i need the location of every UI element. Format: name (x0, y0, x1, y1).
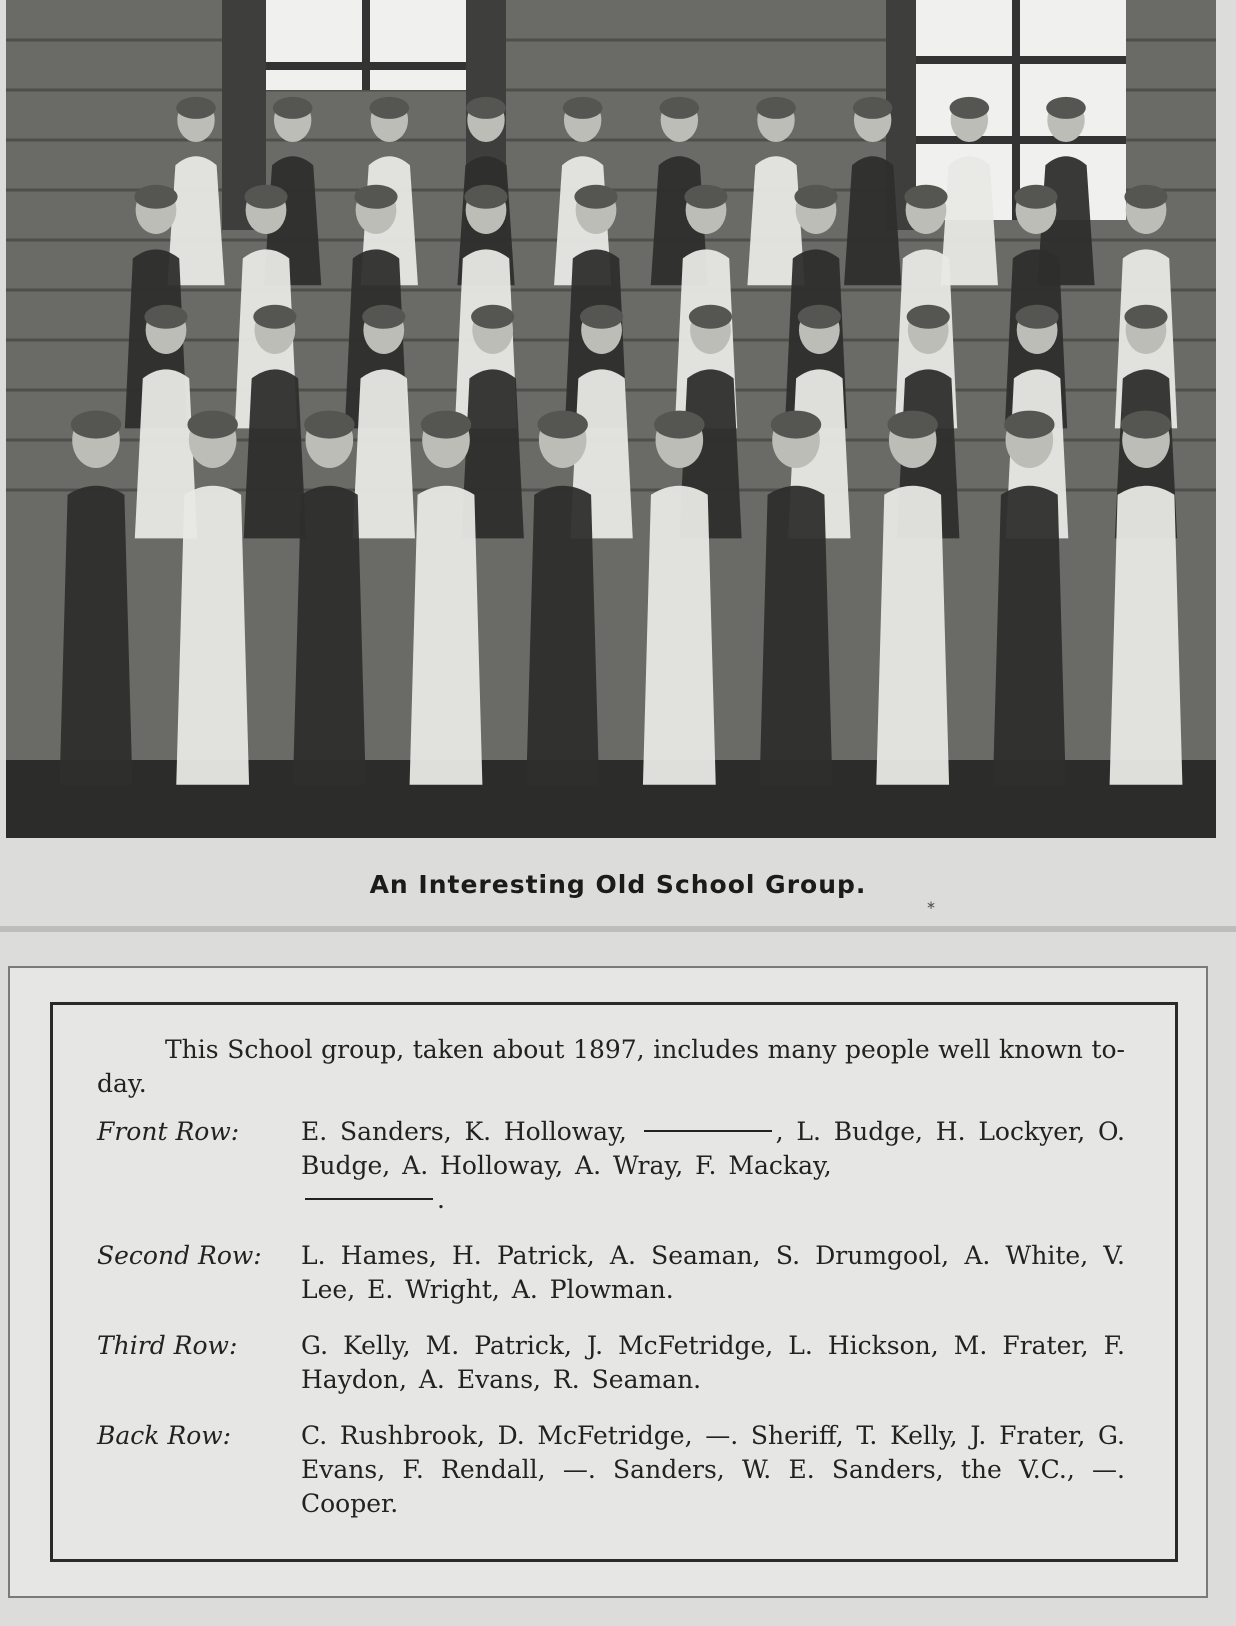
article-frame (50, 1002, 1178, 1562)
front-row-names-part2: , L. Budge, H. Lockyer, O. Budge, A. Holloway, A. Wray, F. Mackay, (301, 1117, 1125, 1180)
article-card (8, 966, 1208, 1598)
third-row-label: Third Row: (97, 1331, 238, 1360)
print-speck: ∗ (926, 898, 937, 912)
second-row-names: L. Hames, H. Patrick, A. Seaman, S. Drumgool, A. White, V. Lee, E. Wright, A. Plowman. (301, 1241, 1125, 1304)
front-row (97, 1115, 1125, 1217)
front-row-names (301, 1115, 1125, 1217)
blank-name-line (644, 1130, 772, 1132)
article-intro: This School group, taken about 1897, includes many people well known to-day. (97, 1035, 1125, 1098)
second-row (97, 1239, 1125, 1307)
blank-name-line (305, 1198, 433, 1200)
school-group-photo (6, 0, 1216, 838)
front-row-label: Front Row: (97, 1117, 240, 1146)
page-divider (0, 926, 1236, 932)
front-row-names-part3: . (437, 1185, 445, 1214)
back-row-label: Back Row: (97, 1421, 232, 1450)
second-row-label: Second Row: (97, 1241, 262, 1270)
front-row-names-part1: E. Sanders, K. Holloway, (301, 1117, 627, 1146)
third-row (97, 1329, 1125, 1397)
photo-caption: An Interesting Old School Group. (369, 870, 867, 899)
back-row-names: C. Rushbrook, D. McFetridge, —. Sheriff, T. Kelly, J. Frater, G. Evans, F. Rendall, —. Sanders, W. E. Sanders, the V.C., —. Cooper. (301, 1421, 1125, 1518)
back-row (97, 1419, 1125, 1521)
photo-illustration (6, 0, 1216, 838)
third-row-names: G. Kelly, M. Patrick, J. McFetridge, L. Hickson, M. Frater, F. Haydon, A. Evans, R. Seaman. (301, 1331, 1125, 1394)
